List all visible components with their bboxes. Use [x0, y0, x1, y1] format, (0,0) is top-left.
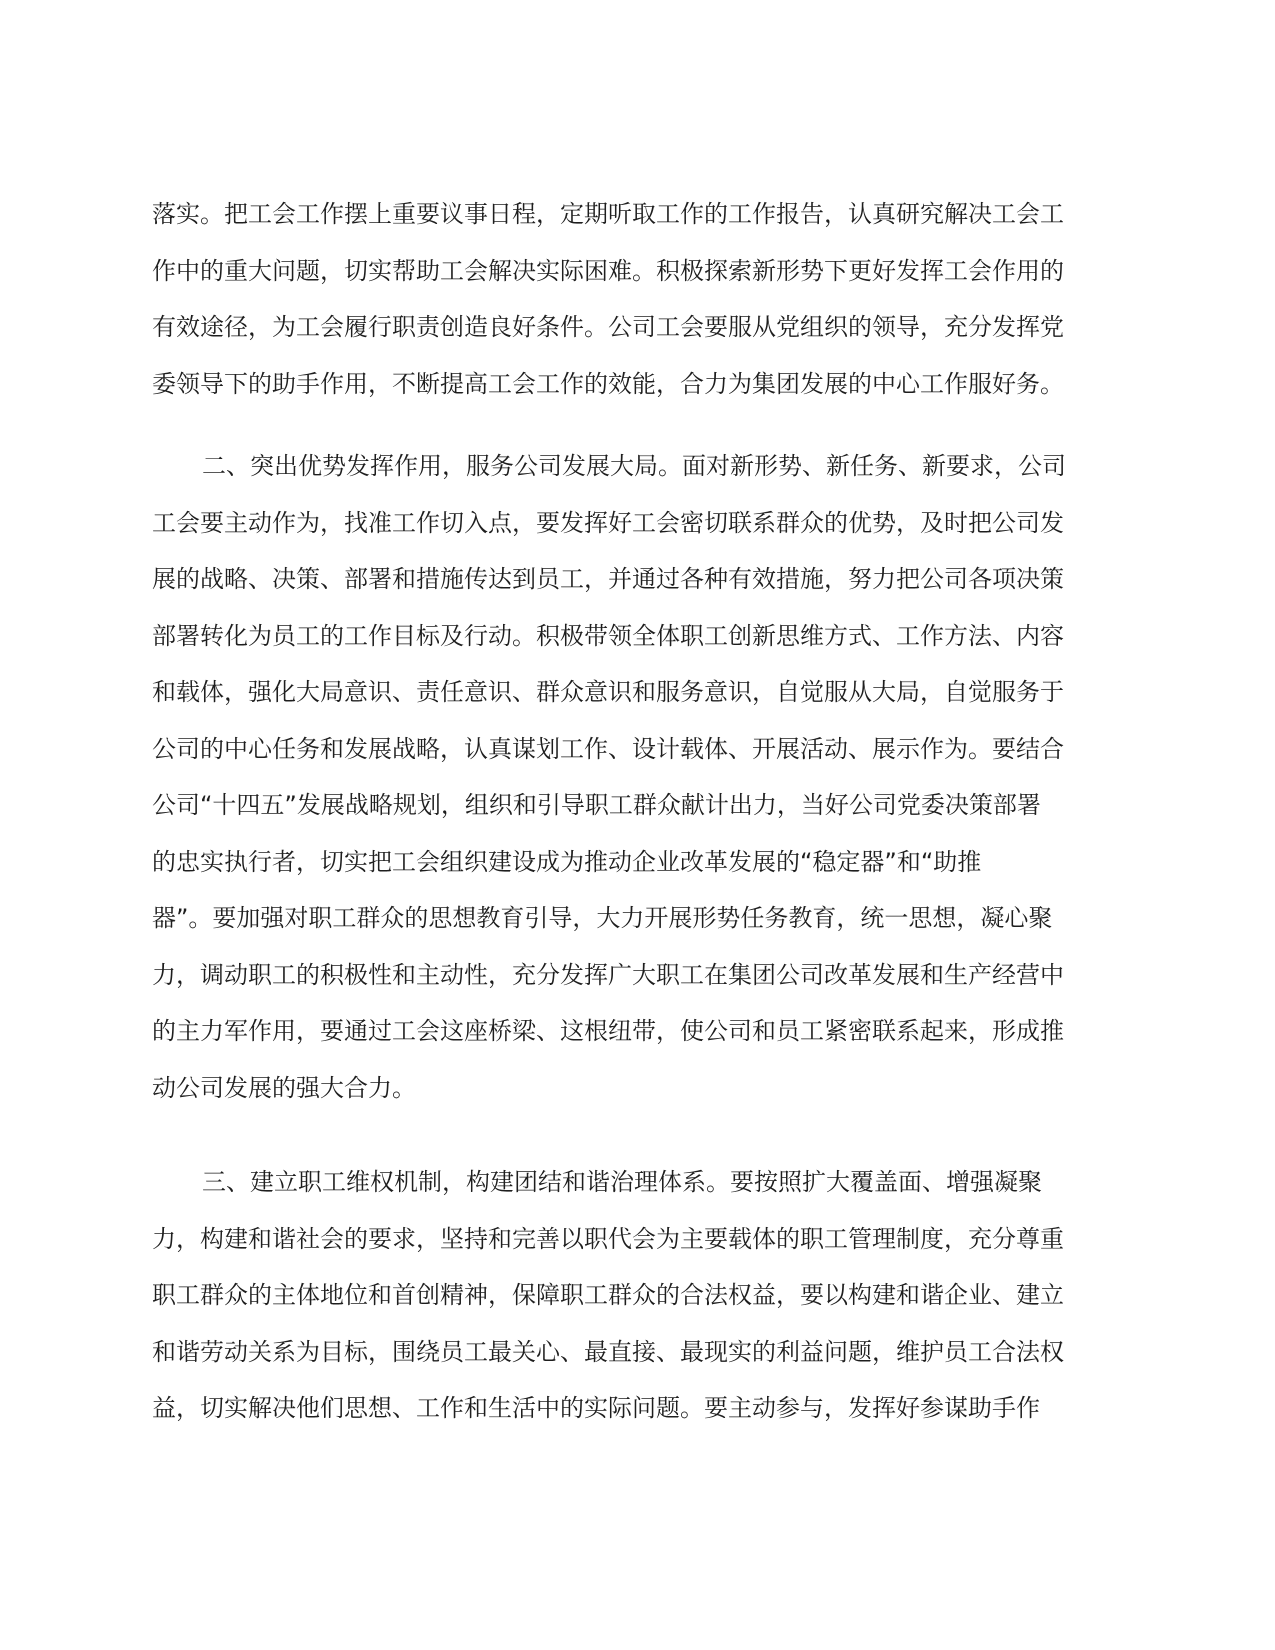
- paragraph-2: [152, 438, 1112, 1116]
- paragraph-line: 力，调动职工的积极性和主动性，充分发挥广大职工在集团公司改革发展和生产经营中: [152, 960, 1064, 989]
- paragraph-line: 器”。要加强对职工群众的思想教育引导，大力开展形势任务教育，统一思想，凝心聚: [152, 904, 1053, 932]
- paragraph-line: 工会要主动作为，找准工作切入点，要发挥好工会密切联系群众的优势，及时把公司发: [152, 508, 1064, 537]
- paragraph-line: 有效途径，为工会履行职责创造良好条件。公司工会要服从党组织的领导，充分发挥党: [152, 313, 1064, 341]
- paragraph-line: 展的战略、决策、部署和措施传达到员工，并通过各种有效措施，努力把公司各项决策: [152, 565, 1064, 593]
- paragraph-line: 三、建立职工维权机制，构建团结和谐治理体系。要按照扩大覆盖面、增强凝聚: [202, 1168, 1042, 1196]
- paragraph-line: 二、突出优势发挥作用，服务公司发展大局。面对新形势、新任务、新要求，公司: [202, 452, 1066, 480]
- paragraph-line: 公司的中心任务和发展战略，认真谋划工作、设计载体、开展活动、展示作为。要结合: [152, 734, 1064, 763]
- paragraph-1: [152, 186, 1112, 412]
- paragraph-line: 和载体，强化大局意识、责任意识、群众意识和服务意识，自觉服从大局，自觉服务于: [152, 678, 1064, 706]
- paragraph-line: 委领导下的助手作用，不断提高工会工作的效能，合力为集团发展的中心工作服好务。: [152, 369, 1064, 398]
- paragraph-line: 落实。把工会工作摆上重要议事日程，定期听取工作的工作报告，认真研究解决工会工: [152, 200, 1064, 228]
- paragraph-line: 动公司发展的强大合力。: [152, 1073, 416, 1102]
- paragraph-line: 职工群众的主体地位和首创精神，保障职工群众的合法权益，要以构建和谐企业、建立: [152, 1281, 1064, 1309]
- paragraph-line: 力，构建和谐社会的要求，坚持和完善以职代会为主要载体的职工管理制度，充分尊重: [152, 1224, 1064, 1253]
- paragraph-line: 作中的重大问题，切实帮助工会解决实际困难。积极探索新形势下更好发挥工会作用的: [152, 256, 1064, 285]
- paragraph-line: 益，切实解决他们思想、工作和生活中的实际问题。要主动参与，发挥好参谋助手作: [152, 1394, 1040, 1422]
- paragraph-line: 部署转化为员工的工作目标及行动。积极带领全体职工创新思维方式、工作方法、内容: [152, 621, 1064, 650]
- paragraph-line: 公司“十四五”发展战略规划，组织和引导职工群众献计出力，当好公司党委决策部署: [152, 791, 1041, 819]
- paragraph-3: [152, 1154, 1112, 1437]
- paragraph-line: 的主力军作用，要通过工会这座桥梁、这根纽带，使公司和员工紧密联系起来，形成推: [152, 1017, 1064, 1045]
- paragraph-line: 和谐劳动关系为目标，围绕员工最关心、最直接、最现实的利益问题，维护员工合法权: [152, 1337, 1064, 1366]
- paragraph-line: 的忠实执行者，切实把工会组织建设成为推动企业改革发展的“稳定器”和“助推: [152, 847, 982, 876]
